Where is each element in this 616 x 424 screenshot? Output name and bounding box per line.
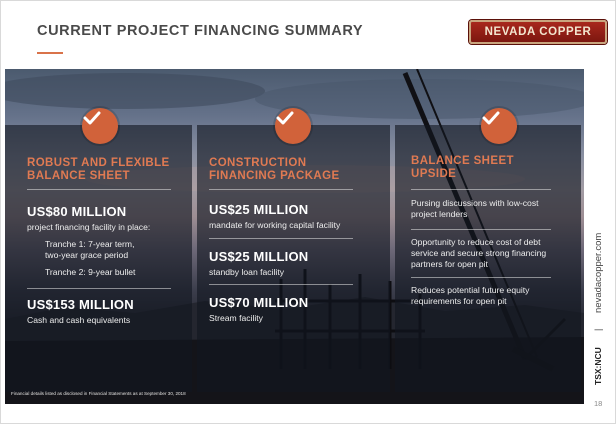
heading-line: BALANCE SHEET <box>27 170 130 182</box>
text-line: project lenders <box>411 209 468 219</box>
text-line: Reduces potential future equity <box>411 285 530 295</box>
amount: US$80 MILLION <box>27 204 127 219</box>
column-heading <box>27 157 170 183</box>
column-heading <box>209 157 340 183</box>
heading-line: UPSIDE <box>411 168 457 180</box>
divider <box>209 284 353 285</box>
heading-line: BALANCE SHEET <box>411 155 514 167</box>
separator: | <box>593 328 603 331</box>
amount-description: Stream facility <box>209 313 263 323</box>
divider <box>411 229 551 230</box>
title-underline <box>37 52 63 54</box>
amount-description: mandate for working capital facility <box>209 220 341 230</box>
heading-line: CONSTRUCTION <box>209 157 307 169</box>
company-logo <box>469 20 607 44</box>
website-url: nevadacopper.com <box>593 232 604 313</box>
heading-line: FINANCING PACKAGE <box>209 170 340 182</box>
panel-balance-sheet <box>5 125 192 392</box>
vertical-sidebar <box>583 233 616 393</box>
text-line: partners for open pit <box>411 259 488 269</box>
page-number: 18 <box>594 399 603 408</box>
text-line: service and secure strong financing <box>411 248 547 258</box>
divider <box>209 238 353 239</box>
text-line: Opportunity to reduce cost of debt <box>411 237 541 247</box>
logo-text: NEVADA COPPER <box>484 26 592 38</box>
divider <box>27 189 171 190</box>
amount-description: standby loan facility <box>209 267 284 277</box>
checkmark-icon <box>481 108 517 144</box>
column-heading <box>411 155 514 181</box>
background-photo <box>5 69 584 404</box>
ticker-symbol: TSX:NCU <box>593 347 603 385</box>
amount: US$25 MILLION <box>209 249 309 264</box>
slide-title: CURRENT PROJECT FINANCING SUMMARY <box>37 23 364 39</box>
amount: US$25 MILLION <box>209 202 309 217</box>
text-line: requirements for open pit <box>411 296 507 306</box>
heading-line: ROBUST AND FLEXIBLE <box>27 157 170 169</box>
text-line: two-year grace period <box>45 250 129 260</box>
amount-description: Cash and cash equivalents <box>27 315 131 325</box>
amount: US$153 MILLION <box>27 297 134 312</box>
divider <box>411 277 551 278</box>
amount-description: project financing facility in place: <box>27 222 151 232</box>
upside-item <box>411 237 546 270</box>
upside-item <box>411 198 539 220</box>
text-line: Pursing discussions with low-cost <box>411 198 539 208</box>
panel-balance-sheet-upside <box>395 125 581 392</box>
checkmark-icon <box>275 108 311 144</box>
panel-construction-financing <box>197 125 390 392</box>
checkmark-icon <box>82 108 118 144</box>
divider <box>27 288 171 289</box>
tranche-2: Tranche 2: 9-year bullet <box>45 267 136 277</box>
tranche-1 <box>45 239 134 261</box>
upside-item <box>411 285 529 307</box>
footnote: Financial details listed as disclosed in Financial Statements as at September 30, 2018 <box>11 391 186 396</box>
amount: US$70 MILLION <box>209 295 309 310</box>
divider <box>209 189 353 190</box>
divider <box>411 189 551 190</box>
text-line: Tranche 1: 7-year term, <box>45 239 135 249</box>
